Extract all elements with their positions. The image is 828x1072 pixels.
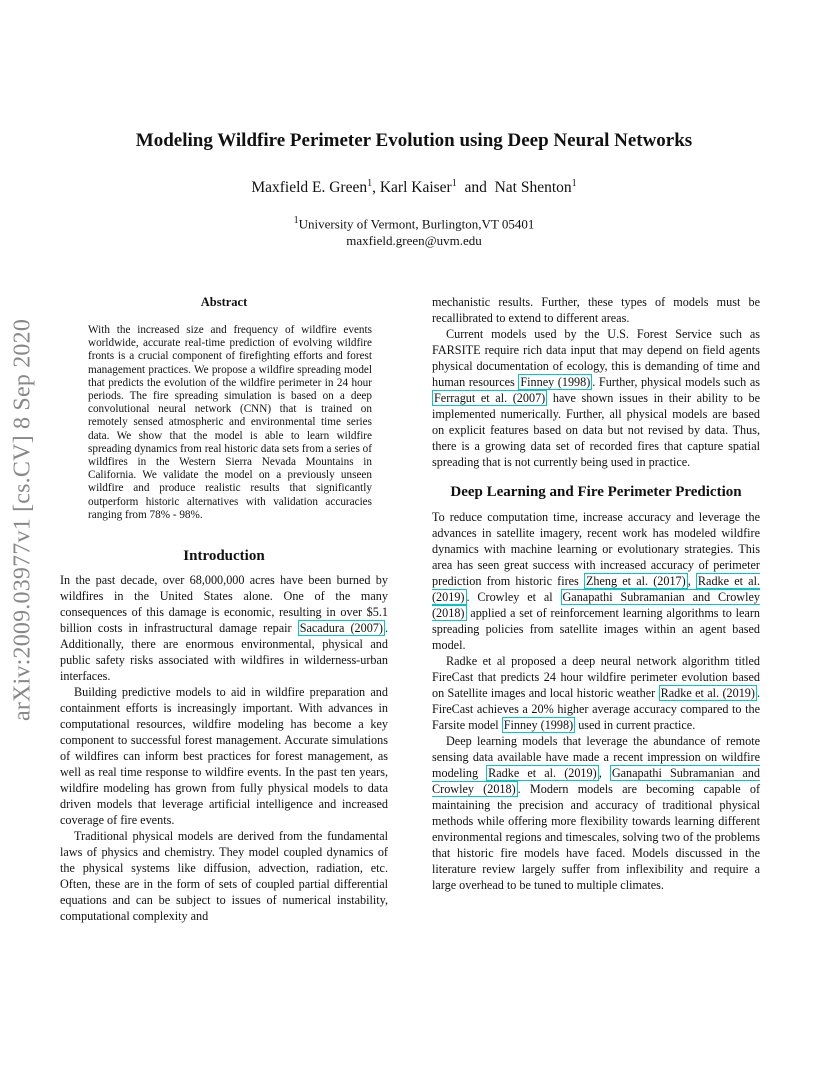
arxiv-sidebar-stamp [2,290,44,750]
deep-learning-paragraph-1 [432,509,760,653]
paragraph-text: . Crowley et al [466,590,561,604]
paragraph-text: , [687,574,696,588]
abstract-text: With the increased size and frequency of wildfire events worldwide, accurate real-time prediction of evolving wildfire fronts is a crucial component of firefighting efforts and forest management practices. We propose a wildfire spreading model that predicts the evolution of the wildfire perimeter in 24 hour periods. The fire spreading simulation is based on a deep convolutional neural network (CNN) that is trained on remotely sensed atmospheric and environmental time series data. We show that the model is able to learn wildfire spreading dynamics from real historic data sets from a series of wildfires in the Western Sierra Nevada Mountains in California. We validate the model on a previously unseen wildfire and produce realistic results that significantly outperform historic alternatives with validation accuracies ranging from 78% - 98%. [88,324,372,521]
left-column [60,294,388,924]
affiliation-mark: 1 [293,215,299,226]
author-separator: , [372,179,380,197]
arxiv-identifier: arXiv:2009.03977v1 [cs.CV] 8 Sep 2020 [9,318,36,722]
paragraph-text: Current models used by the U.S. Forest Service such as FARSITE require rich data input that may depend on field agents physical documentation of ecology, this is demanding of time and human resources [432,327,760,389]
abstract-heading: Abstract [200,295,248,309]
intro-paragraph-3: Traditional physical models are derived from the fundamental laws of physics and chemistry. They model coupled dynamics of the physical systems like diffusion, advection, radiation, etc. Often, these are in the form of sets of coupled partial differential equations and can be subject to issues of numerical instability, computational complexity and [60,829,388,924]
author-affiliation-mark: 1 [367,178,373,189]
author-conjunction: and [464,179,487,197]
models-paragraph [432,326,760,470]
right-column [432,294,760,893]
paragraph-text: . FireCast achieves a 20% higher average accuracy compared to the Farsite model [432,686,760,732]
introduction-heading: Introduction [183,548,265,565]
abstract [60,324,388,522]
deep-learning-paragraph-2 [432,653,760,733]
paragraph-text: have shown issues in their ability to be implemented numerically. Further, all physical models are based on explicit features based on data but not revised by data. Thus, there is a growing data set of recorded fires that capture spatial spreading that is not currently being used in practice. [432,391,761,469]
citation-link[interactable]: Radke et al. (2019) [660,686,755,700]
paragraph-text: Radke et al proposed a deep neural network algorithm titled FireCast that predicts 24 hour wildfire perimeter evolution based on Satellite images and local historic weather [432,654,760,700]
author-email: maxfield.green@uvm.edu [346,233,482,249]
author-affiliation-mark: 1 [571,178,577,189]
paragraph-text: . Further, physical models such as [592,375,760,389]
affiliation-block [0,212,828,249]
citation-link[interactable]: Radke et al. (2019) [488,766,597,780]
citation-link[interactable]: Zheng et al. (2017) [585,574,686,588]
paragraph-text: To reduce computation time, increase accuracy and leverage the advances in satellite imagery, recent work has modeled wildfire dynamics with machine learning or evolutionary strategies. This area has seen great success with increased accuracy of perimeter prediction from historic fires [432,510,760,588]
paragraph-text: , [598,766,610,780]
citation-link[interactable]: Finney (1998) [503,718,574,732]
author-name: Nat Shenton [494,179,572,197]
author-list [0,178,828,197]
intro-paragraph-1 [60,572,388,684]
paragraph-text: . Additionally, there are enormous environmental, physical and public safety risks associated with wildfires in wilderness-urban interfaces. [60,621,388,684]
deep-learning-heading: Deep Learning and Fire Perimeter Prediction [450,484,742,500]
paragraph-text: applied a set of reinforcement learning algorithms to learn spreading policies from satellite images within an agent based model. [432,606,760,652]
paragraph-text: . Modern models are becoming capable of maintaining the precision and accuracy of traditional physical methods while offering more flexibility towards learning different environmental regions and timescales, solving two of the problems that historic fire models have faced. Models discussed in the literature review largely suffer from inflexibility and require a large overhead to be tuned to multiple climates. [432,782,761,892]
affiliation-text: University of Vermont, Burlington,VT 05401 [298,216,535,232]
citation-link[interactable]: Radke et al. (2019) [432,574,761,604]
paper-title: Modeling Wildfire Perimeter Evolution using Deep Neural Networks [135,130,693,151]
paragraph-text: Deep learning models that leverage the abundance of remote sensing data available have made a recent impression on wildfire modeling [432,734,760,780]
paragraph-text: In the past decade, over 68,000,000 acres have been burned by wildfires in the United States alone. One of the many consequences of this damage is economic, resulting in over $5.1 billion costs in infrastructural damage repair [60,573,388,636]
author-name: Maxfield E. Green [251,179,368,197]
paragraph-text: used in current practice. [575,718,696,732]
citation-link[interactable]: Ganapathi Subramanian and Crowley (2018) [432,766,760,796]
intro-paragraph-2: Building predictive models to aid in wildfire preparation and containment efforts is increasingly important. With advances in computational resources, wildfire modeling has become a key component to successful forest management. Accurate simulations of wildfires can inform best practices for forest management, as well as real time response to wildfire events. In the past ten years, wildfire modeling has grown from fully physical models to data driven models that leverage artificial intelligence and increased coverage of fire events. [60,685,388,828]
author-affiliation-mark: 1 [451,178,457,189]
continued-paragraph: mechanistic results. Further, these types of models must be recallibrated to extend to different areas. [432,295,760,325]
citation-link[interactable]: Ganapathi Subramanian and Crowley (2018) [432,590,760,620]
citation-link[interactable]: Sacadura (2007) [299,621,383,636]
deep-learning-paragraph-3 [432,733,760,893]
citation-link[interactable]: Ferragut et al. (2007) [434,391,546,405]
citation-link[interactable]: Finney (1998) [520,375,591,389]
author-name: Karl Kaiser [379,179,452,197]
